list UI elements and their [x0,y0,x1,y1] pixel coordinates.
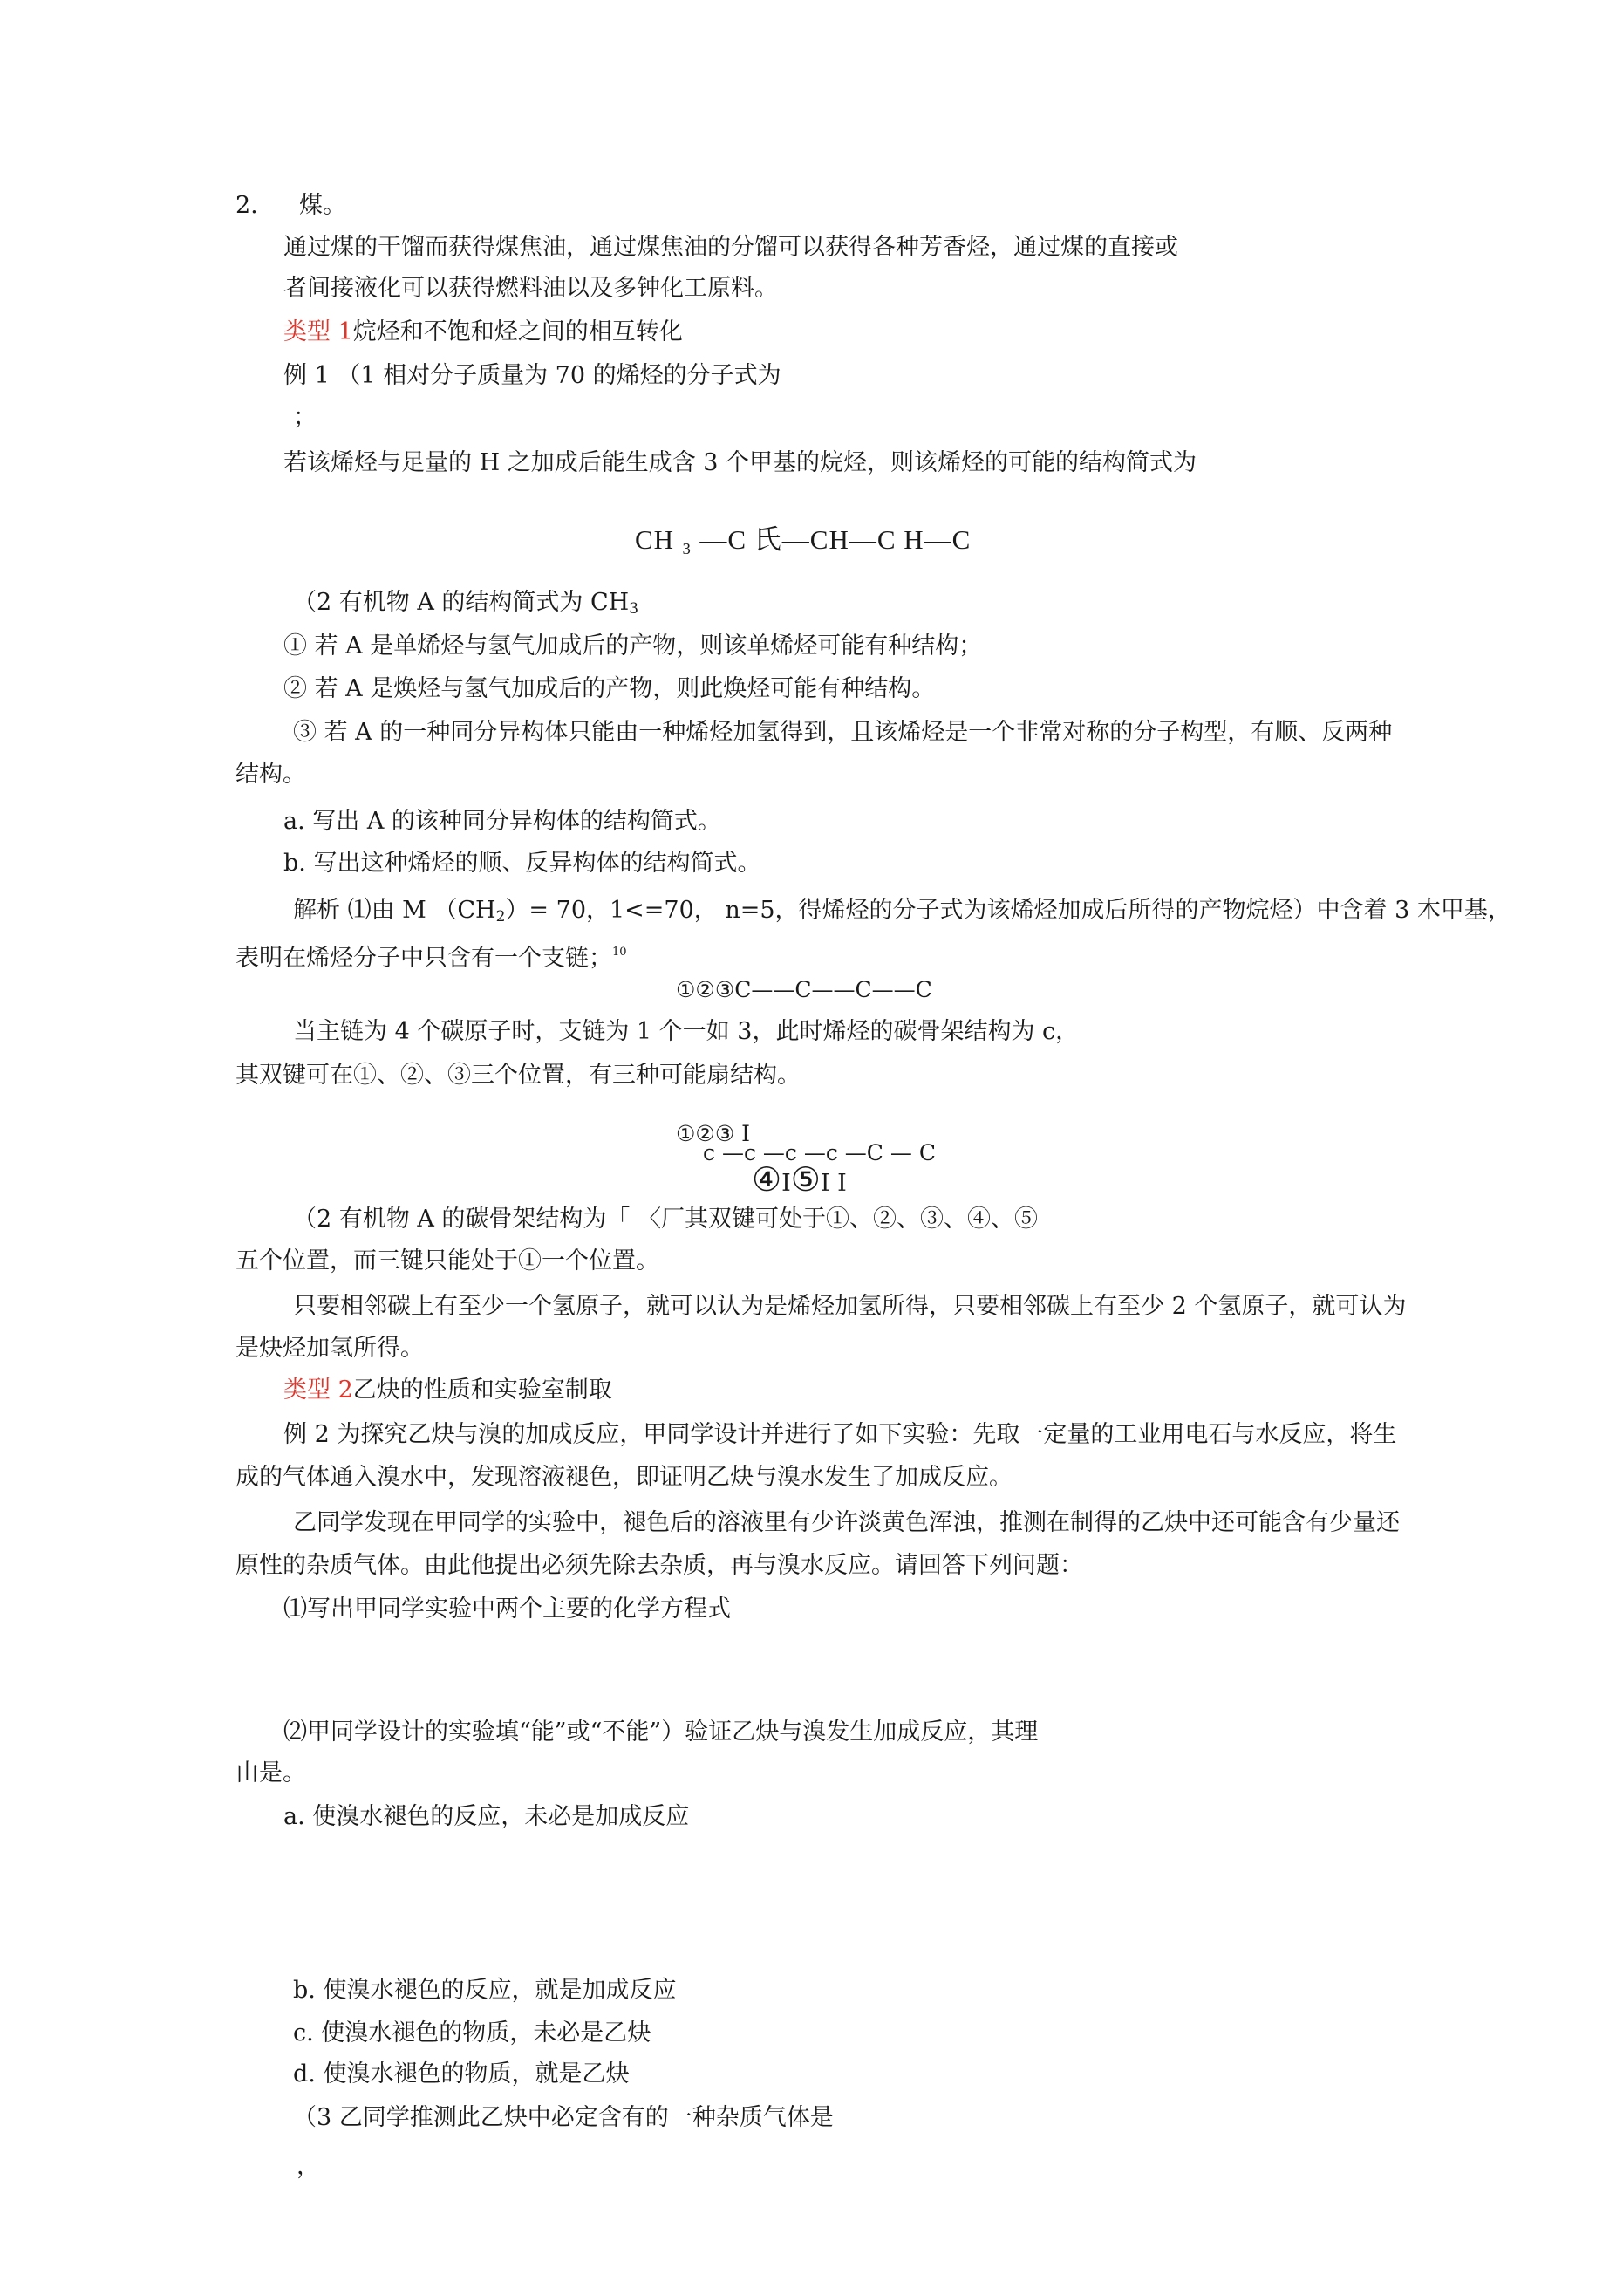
option-d: d. 使溴水褪色的物质，就是乙炔 [293,2060,630,2088]
analysis-line: 是炔烃加氢所得。 [235,1335,424,1362]
skeleton-bottom [752,1160,847,1203]
example1-line: 若该烯烃与足量的 H 之加成后能生成含 3 个甲基的烷烃，则该烯烃的可能的结构简式为 [283,449,1197,476]
option-line: a. 写出 A 的该种同分异构体的结构简式。 [283,808,721,835]
analysis-line: 当主链为 4 个碳原子时，支链为 1 个一如 3，此时烯烃的碳骨架结构为 c， [293,1018,1080,1045]
sub-question: ① 若 A 是单烯烃与氢气加成后的产物，则该单烯烃可能有种结构； [283,632,983,659]
question-1: ⑴写出甲同学实验中两个主要的化学方程式 [283,1596,731,1623]
subscript: 2 [495,908,506,926]
trailing-mark: ， [297,2153,320,2180]
bond-mark: I I [820,1170,847,1197]
paragraph-line: 通过煤的干馏而获得煤焦油，通过煤焦油的分馏可以获得各种芳香烃，通过煤的直接或 [283,234,1178,261]
type2-heading [283,1376,612,1405]
option-b: b. 使溴水褪色的反应，就是加成反应 [293,1977,677,2004]
analysis-text: 解析 ⑴由 M （CH [293,897,496,924]
example2-line: 例 2 为探究乙炔与溴的加成反应，甲同学设计并进行了如下实验：先取一定量的工业用电石与水反应，将生 [283,1421,1397,1448]
analysis-line [235,938,627,974]
example2-line: 原性的杂质气体。由此他提出必须先除去杂质，再与溴水反应。请回答下列问题： [235,1552,1083,1579]
analysis-text: 表明在烯烃分子中只含有一个支链； [235,945,612,972]
type-label: 类型 1 [283,318,353,345]
question-2-cont: 由是。 [235,1760,306,1787]
superscript: 10 [612,946,627,959]
position-5: ⑤ [790,1160,821,1199]
subscript: 3 [629,600,639,618]
example1-line: 例 1 （1 相对分子质量为 70 的烯烃的分子式为 [283,362,781,389]
example2-line: 成的气体通入溴水中，发现溶液褪色，即证明乙炔与溴水发生了加成反应。 [235,1464,1013,1491]
paragraph-line: 者间接液化可以获得燃料油以及多钟化工原料。 [283,275,778,302]
skeleton-chain: c —c —c —c —C — C [703,1140,936,1165]
analysis-text: ）= 70，1<=70， n=5，得烯烃的分子式为该烯烃加成后所得的产物烷烃）中含着 3 木甲基， [505,897,1511,924]
analysis-line: 其双键可在①、②、③三个位置，有三种可能扇结构。 [235,1062,801,1089]
type-title: 乙炔的性质和实验室制取 [352,1377,612,1404]
option-a: a. 使溴水褪色的反应，未必是加成反应 [283,1803,690,1830]
type-title: 烷烃和不饱和烃之间的相互转化 [352,318,683,345]
carbon-chain: ①②③C——C——C——C [676,977,932,1002]
question-2: ⑵甲同学设计的实验填“能”或“不能”）验证乙炔与溴发生加成反应，其理 [283,1719,1039,1746]
position-4: ④ [752,1160,782,1199]
section-number: 2. [235,192,258,219]
sub-question: ③ 若 A 的一种同分异构体只能由一种烯烃加氢得到，且该烯烃是一个非常对称的分子构型，有顺、反两种 [293,719,1393,746]
bond-mark: I [781,1170,791,1197]
analysis-line: 只要相邻碳上有至少一个氢原子，就可以认为是烯烃加氢所得，只要相邻碳上有至少 2 个氢原子，就可认为 [293,1293,1407,1320]
analysis-line: （2 有机物 A 的碳骨架结构为「 〈厂其双键可处于①、②、③、④、⑤ [293,1206,1039,1233]
analysis-line: 五个位置，而三键只能处于①一个位置。 [235,1247,659,1274]
question-line [293,588,638,624]
sub-question: ② 若 A 是焕烃与氢气加成后的产物，则此焕烃可能有种结构。 [283,675,936,702]
sub-question-cont: 结构。 [235,761,306,788]
type-label: 类型 2 [283,1377,353,1404]
section-title: 煤。 [299,192,346,219]
skeleton-top: ①②③ I [676,1121,751,1146]
question-3: （3 乙同学推测此乙炔中必定含有的一种杂质气体是 [293,2104,834,2131]
type1-heading [283,318,683,347]
option-c: c. 使溴水褪色的物质，未必是乙炔 [293,2019,651,2047]
example2-line: 乙同学发现在甲同学的实验中，褪色后的溶液里有少许淡黄色浑浊，推测在制得的乙炔中还可能含有少量还 [293,1509,1400,1536]
question-text: （2 有机物 A 的结构简式为 CH [293,589,630,616]
structural-formula: CH ₃ —C 氏—CH—C H—C [635,524,972,555]
analysis-line [293,896,1511,932]
example1-blank: ； [293,404,317,431]
option-line: b. 写出这种烯烃的顺、反异构体的结构简式。 [283,850,761,877]
